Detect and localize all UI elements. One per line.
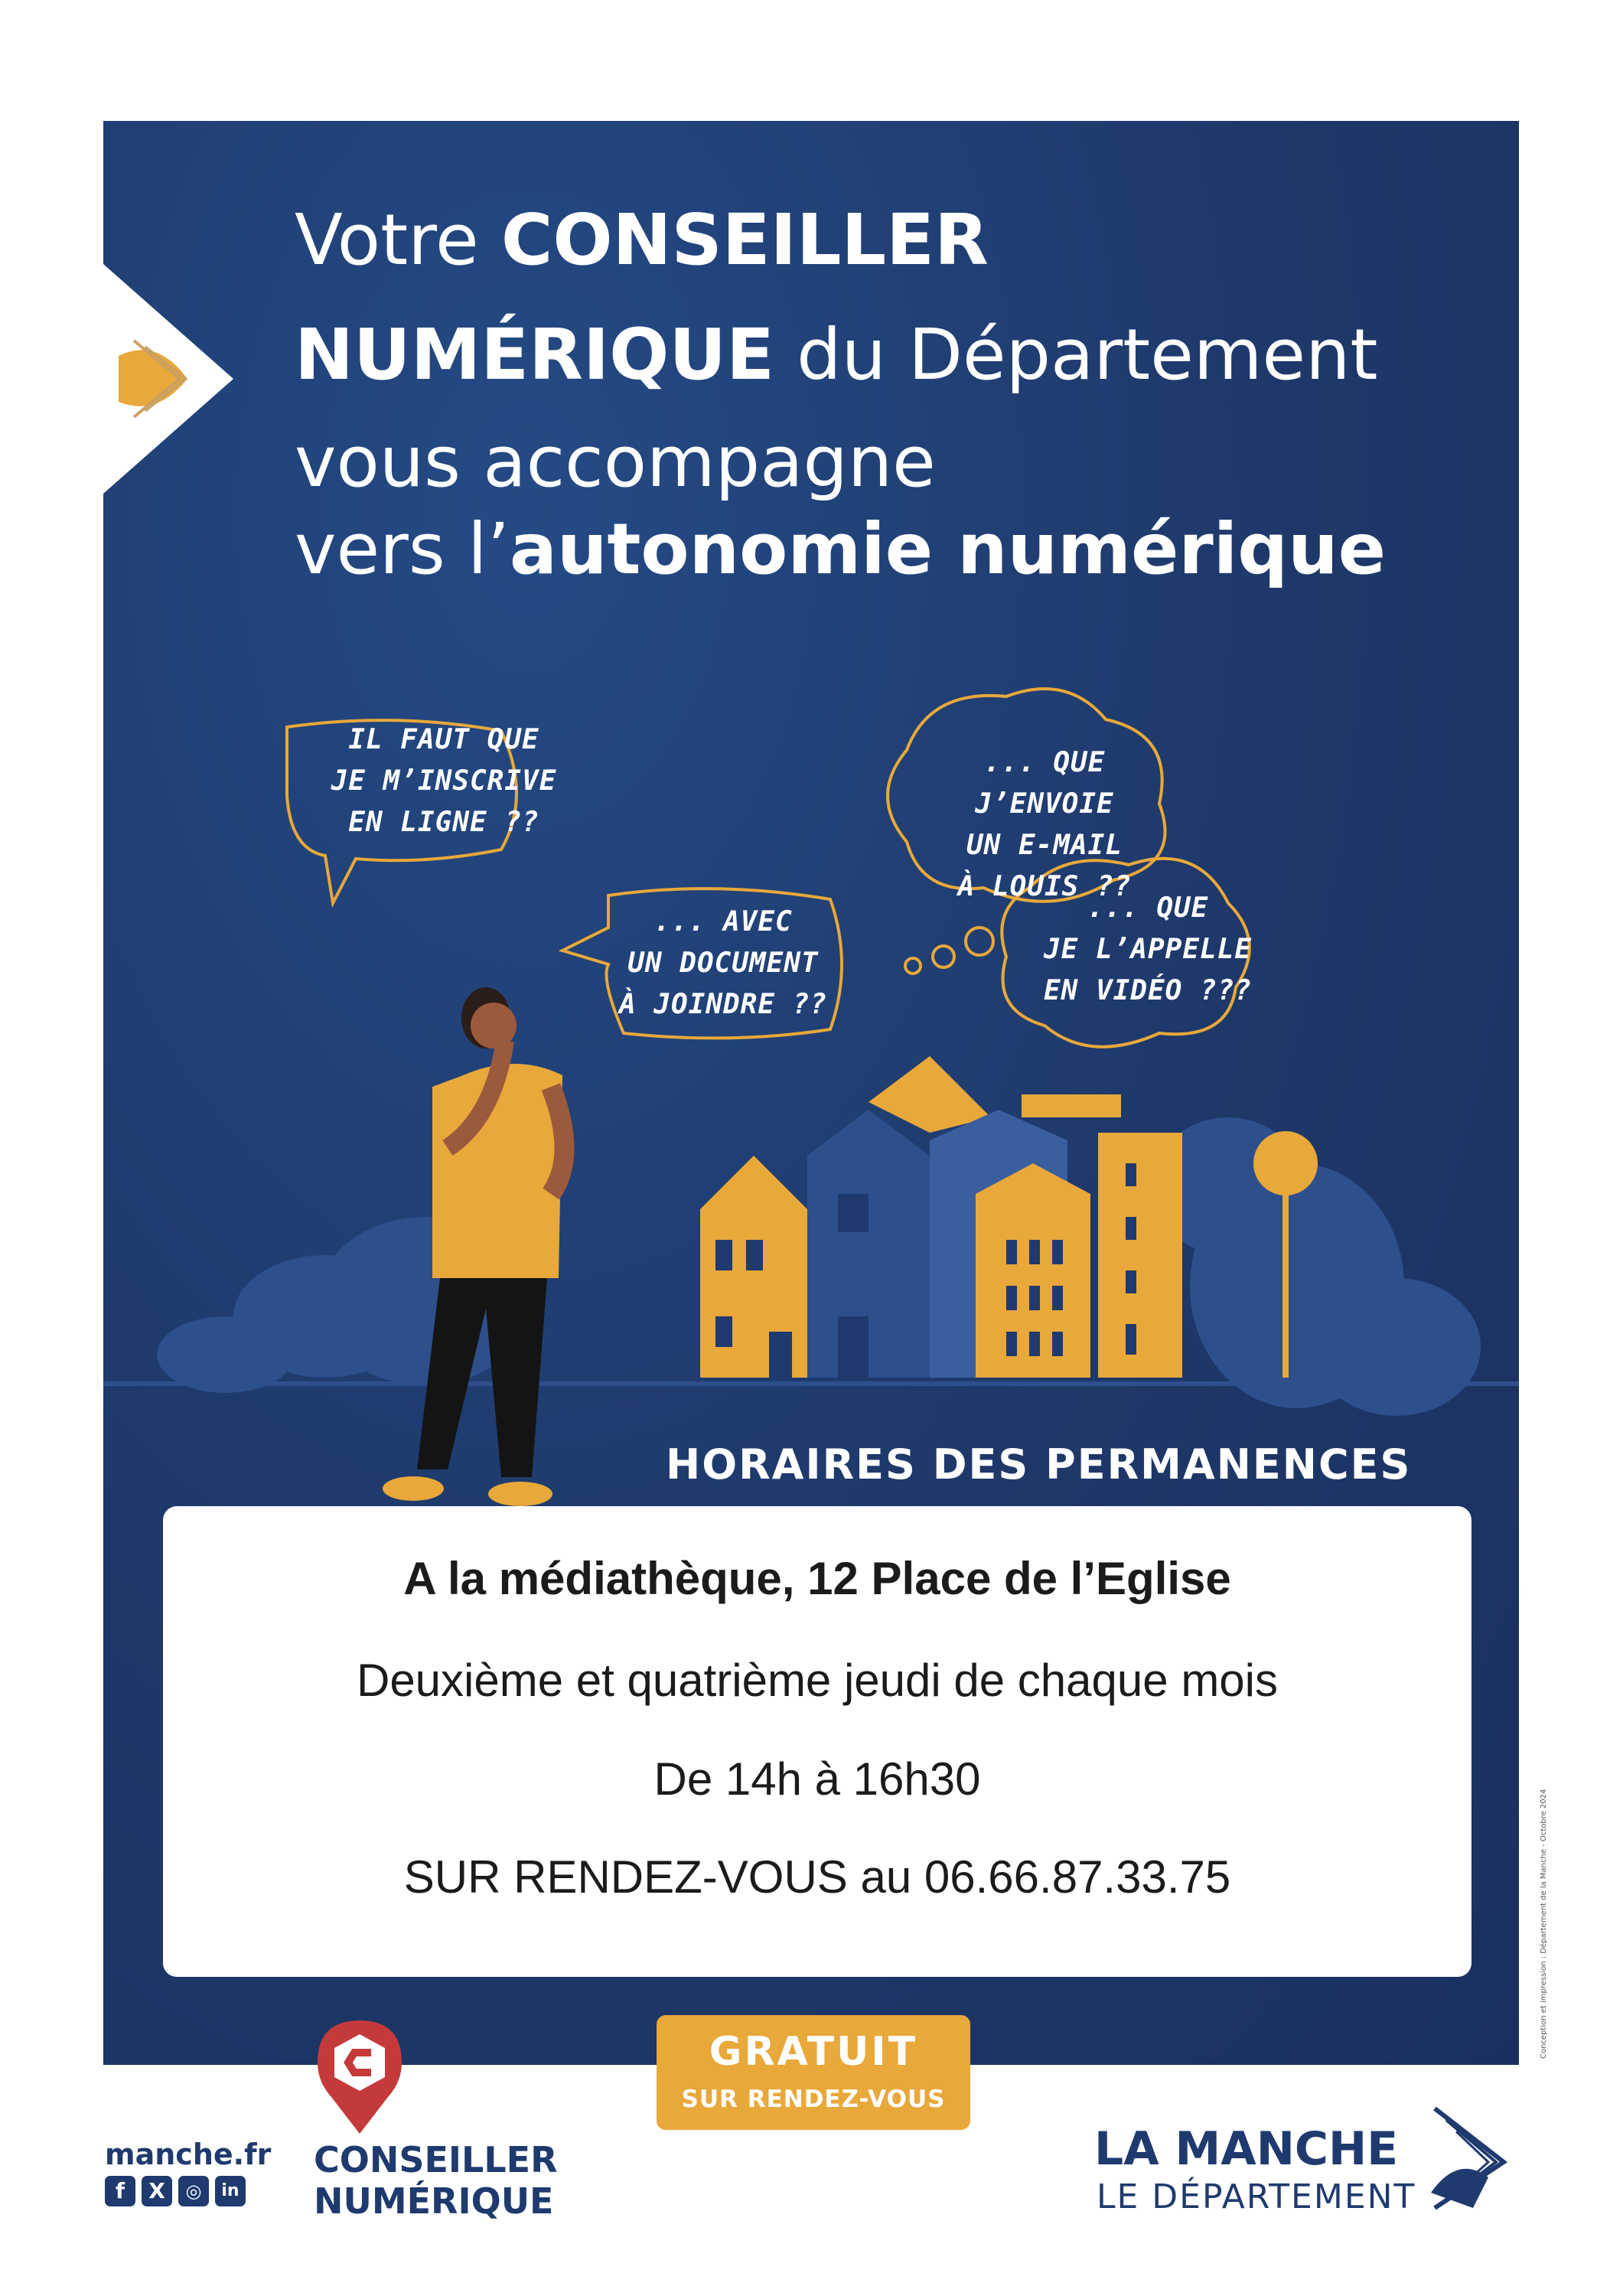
appointment-phone-text: SUR RENDEZ-VOUS au 06.66.87.33.75 xyxy=(403,1851,1231,1903)
department-subtitle: LE DÉPARTEMENT xyxy=(1097,2177,1416,2216)
conseiller-numerique-pin-icon xyxy=(318,2020,402,2135)
bubble-text-video: ... QUE JE L’APPELLE EN VIDÉO ??? xyxy=(1043,892,1253,1006)
hours-heading: HORAIRES DES PERMANENCES xyxy=(666,1440,1412,1489)
time-text: De 14h à 16h30 xyxy=(653,1753,981,1805)
instagram-icon[interactable]: ◎ xyxy=(178,2176,209,2206)
x-icon[interactable]: X xyxy=(142,2176,172,2206)
ground xyxy=(103,1381,1519,1386)
headline-line-2: NUMÉRIQUE du Département xyxy=(295,314,1378,396)
bubble-text-document: ... AVEC UN DOCUMENT À JOINDRE ?? xyxy=(618,906,828,1020)
print-credit: Conception et impression : Département de la Manche - Octobre 2024 xyxy=(1540,1789,1548,2059)
headline-line-3: vous accompagne xyxy=(295,421,936,503)
website-link[interactable]: manche.fr xyxy=(105,2138,272,2171)
headline-line-4: vers l’autonomie numérique xyxy=(295,508,1387,590)
buildings xyxy=(700,1056,1182,1378)
headline-line-1: Votre CONSEILLER xyxy=(295,199,989,281)
hours-info-box xyxy=(163,1506,1471,1977)
days-text: Deuxième et quatrième jeudi de chaque mois xyxy=(356,1655,1278,1706)
bubble-text-inscrive: IL FAUT QUE JE M’INSCRIVE EN LIGNE ?? xyxy=(331,724,557,838)
location-text: A la médiathèque, 12 Place de l’Eglise xyxy=(403,1553,1231,1604)
social-icons xyxy=(105,2176,258,2210)
linkedin-icon[interactable]: in xyxy=(215,2176,246,2206)
conseiller-numerique-label: CONSEILLER NUMÉRIQUE xyxy=(314,2139,558,2222)
department-title: LA MANCHE xyxy=(1094,2122,1399,2176)
free-badge xyxy=(657,2015,970,2130)
la-manche-logo-icon xyxy=(1427,2093,1519,2216)
department-arrow-notch xyxy=(103,264,233,494)
free-badge-title: GRATUIT xyxy=(709,2029,918,2075)
bubble-text-email: ... QUE J’ENVOIE UN E-MAIL À LOUIS ?? xyxy=(957,747,1132,902)
free-badge-subtitle: SUR RENDEZ-VOUS xyxy=(681,2086,946,2113)
facebook-icon[interactable]: f xyxy=(105,2176,135,2206)
